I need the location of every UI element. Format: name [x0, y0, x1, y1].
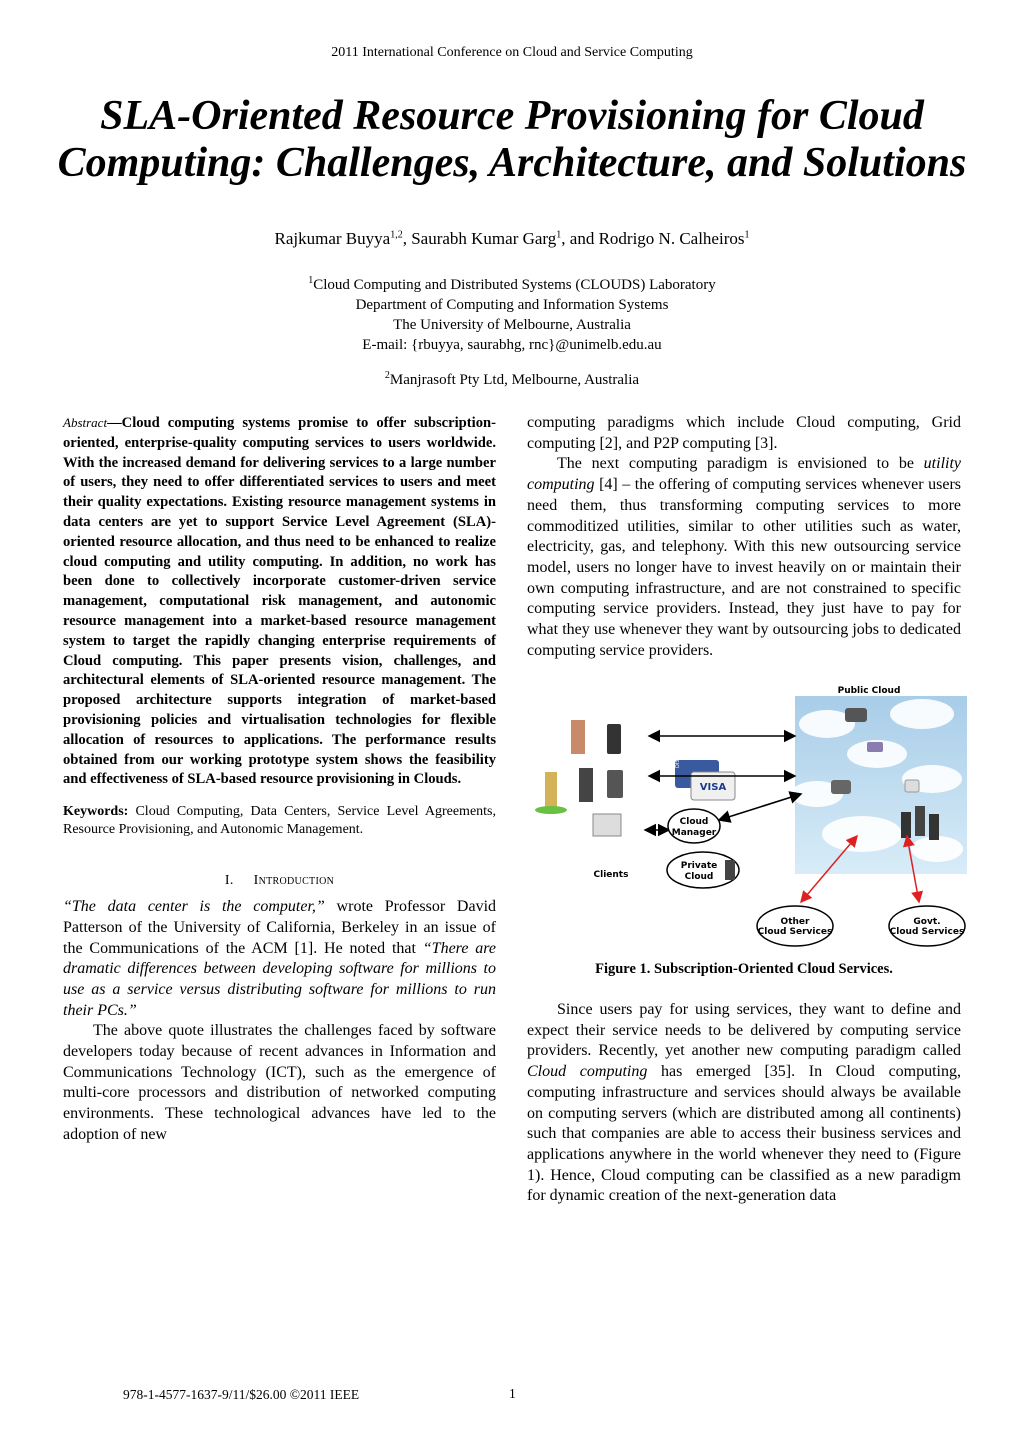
affiliation-sup: 1 [308, 275, 314, 286]
paragraph: The above quote illustrates the challenges faced by software developers today because of recent advances in Information and Communications Technology (ICT), such as the emergence of multi-core processors and distribution of networked computing environments. These technological advances have led to the adoption of new [63, 1022, 496, 1143]
server-icon [831, 780, 851, 794]
emphasis: utility computing [527, 455, 961, 494]
cloud-manager-label: Cloud [679, 817, 709, 827]
card-discover-label: DISCOVER [675, 742, 681, 768]
golfer-icon [545, 772, 557, 808]
author-name: Rajkumar Buyya [274, 229, 391, 248]
paragraph: computing paradigms which include Cloud computing, Grid computing [2], and P2P computing [3]. [527, 414, 961, 452]
paragraph-text: The next computing paradigm is envisioned to be [557, 455, 924, 473]
affiliation-line: Manjrasoft Pty Ltd, Melbourne, Australia [389, 372, 640, 388]
affiliation-email: E-mail: {rbuyya, saurabhg, rnc}@unimelb.edu.au [362, 337, 662, 353]
affiliation-1 [0, 275, 1024, 355]
rack-icon [915, 806, 925, 836]
other-cloud-label: Other [780, 917, 810, 927]
rack-icon [725, 860, 735, 880]
rack-icon [929, 814, 939, 840]
clients-label: Clients [593, 870, 629, 880]
quote: “The data center is the computer,” [63, 898, 325, 916]
affiliation-line: The University of Melbourne, Australia [393, 317, 631, 333]
other-cloud-label: Cloud Services [757, 927, 833, 937]
abstract-label: Abstract [63, 415, 108, 430]
author-affiliation-sup: 1 [744, 229, 750, 241]
page-number: 1 [509, 1386, 516, 1401]
section-heading [63, 873, 496, 889]
user-icon [579, 768, 593, 802]
private-cloud-label: Cloud [684, 872, 714, 882]
section-number: I. [224, 873, 234, 889]
abstract-dash: — [107, 415, 122, 431]
author-name: Saurabh Kumar Garg [411, 229, 557, 248]
title-line-2: Computing: Challenges, Architecture, and Solutions [57, 140, 967, 186]
paragraph-text: [4] – the offering of computing services whenever users need them, thus transforming computing services to more commoditized utilities, similar to other utilities such as water, electricity, gas, and telephony. With this new outsourcing service model, users no longer have to invest heavily on or maintain their own computing infrastructure, and are not constrained to specific computing service providers. Instead, they just have to pay for what they use whenever they want by outsourcing jobs to dedicated computing service providers. [527, 476, 961, 659]
paragraph-text: has emerged [35]. In Cloud computing, computing infrastructure and services should always be available on computing servers (which are distributed among all continents) such that companies are able to access their business services and applications anywhere in the world whenever they need to (Figure 1). Hence, Cloud computing can be classified as a new paradigm for dynamic creation of the next-generation data [527, 1063, 962, 1205]
keywords-label: Keywords: [63, 804, 129, 820]
credit-cards-icon [675, 742, 735, 800]
cloud-manager-label: Manager [671, 828, 717, 838]
paper-title [40, 93, 984, 187]
public-cloud-label: Public Cloud [837, 686, 901, 696]
storage-icon [867, 742, 883, 752]
disk-icon [905, 780, 919, 792]
right-column [527, 413, 961, 661]
section-title: Introduction [253, 873, 335, 889]
paragraph [527, 454, 961, 661]
affiliation-line: Department of Computing and Information Systems [355, 297, 669, 313]
keywords [63, 803, 496, 839]
clients-group [535, 720, 628, 880]
author-affiliation-sup: 1 [556, 229, 562, 241]
user-icon [571, 720, 585, 754]
figure-caption: Figure 1. Subscription-Oriented Cloud Services. [595, 961, 893, 977]
copyright-footer: 978-1-4577-1637-9/11/$26.00 ©2011 IEEE [123, 1387, 360, 1402]
phone-icon [607, 724, 621, 754]
right-column-lower [527, 1000, 961, 1207]
card-visa-label: VISA [699, 782, 727, 793]
emphasis: Cloud computing [527, 1063, 648, 1081]
conference-header: 2011 International Conference on Cloud and Service Computing [331, 45, 693, 60]
abstract-text: Cloud computing systems promise to offer subscription-oriented, enterprise-quality computing services to users worldwide. With the increased demand for delivering services to a large number of users, they need to offer differentiated services to users and meet their quality expectations. Existing resource management systems in data centers are yet to support Service Level Agreement (SLA)-oriented resource allocation, and thus need to be enhanced to realize cloud computing and utility computing. In addition, no work has been done to collectively incorporate customer-driven service management, computational risk management, and autonomic resource management into a market-based resource management system to target the rapidly changing enterprise requirements of Cloud computing. This paper presents vision, challenges, and architectural elements of SLA-oriented resource management. The proposed architecture supports integration of market-based provisioning policies and virtualisation technologies for flexible allocation of resources to applications. The performance results obtained from our working prototype system shows the feasibility and effectiveness of SLA-based resource provisioning in Clouds. [63, 415, 496, 788]
affiliation-line: Cloud Computing and Distributed Systems (CLOUDS) Laboratory [313, 277, 716, 293]
affiliation-sup: 2 [384, 370, 390, 381]
paragraph [63, 897, 496, 1021]
private-cloud-label: Private [680, 861, 718, 871]
laptop-user-icon [593, 814, 621, 836]
govt-cloud-label: Govt. [913, 917, 941, 927]
paragraph [527, 1000, 961, 1207]
govt-cloud-label: Cloud Services [889, 927, 965, 937]
paragraph-text: wrote Professor David Patterson of the University of California, Berkeley in an issue of the Communications of the ACM [1]. He noted that [63, 898, 497, 957]
author-affiliation-sup: 1,2 [390, 229, 403, 241]
affiliation-2 [0, 372, 1024, 389]
author-name: Rodrigo N. Calheiros [598, 229, 745, 248]
author-list [0, 229, 1024, 249]
pda-icon [607, 770, 623, 798]
quote: “There are dramatic differences between developing software for millions to use as a service versus distributing software for millions to run their PCs.” [63, 939, 496, 1019]
abstract [63, 413, 496, 790]
title-line-1: SLA-Oriented Resource Provisioning for Cloud [100, 93, 924, 139]
author-separator: , and [561, 229, 599, 248]
server-icon [845, 708, 867, 722]
left-column [63, 413, 496, 1146]
author-separator: , [402, 229, 412, 248]
rack-icon [901, 812, 911, 838]
figure-diagram [527, 684, 967, 949]
figure-1 [527, 684, 967, 949]
paragraph-text: Since users pay for using services, they want to define and expect their service needs to be delivered by computing service providers. Recently, yet another new computing paradigm called [527, 1001, 961, 1060]
public-cloud [791, 696, 967, 874]
keywords-text: Cloud Computing, Data Centers, Service Level Agreements, Resource Provisioning, and Autonomic Management. [63, 804, 496, 838]
